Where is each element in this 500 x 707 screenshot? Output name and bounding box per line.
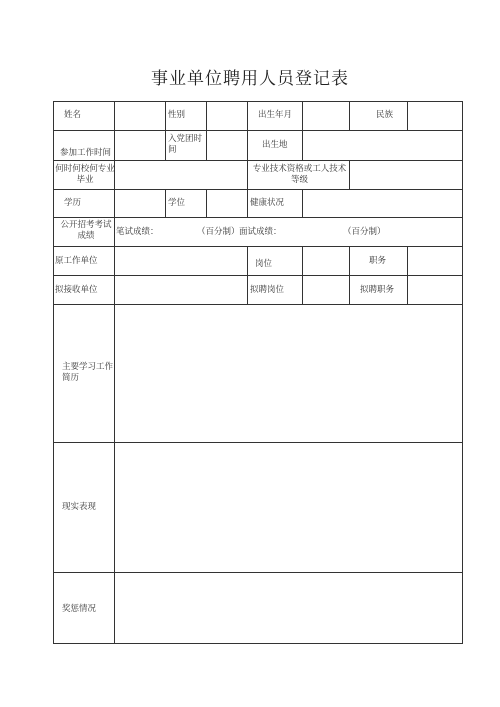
r7-col-b bbox=[302, 275, 303, 304]
r6-col-d bbox=[407, 246, 408, 275]
label-resume: 主要学习工作简历 bbox=[62, 362, 114, 383]
r7-col-c bbox=[349, 275, 350, 304]
label-performance: 现实表现 bbox=[62, 502, 97, 512]
r7-col-d bbox=[407, 275, 408, 304]
label-rewards: 奖惩情况 bbox=[62, 604, 97, 614]
label-plan-post: 拟聘岗位 bbox=[250, 285, 285, 295]
r4-col-c bbox=[247, 189, 248, 217]
r6-col-b bbox=[302, 246, 303, 275]
r1-col-c bbox=[247, 101, 248, 130]
label-tech-title: 专业技术资格或工人技术等级 bbox=[252, 164, 347, 185]
r1-col-b bbox=[206, 101, 207, 130]
r6-col-c bbox=[349, 246, 350, 275]
label-birthplace: 出生地 bbox=[262, 140, 288, 150]
label-percent-1: （百分制） bbox=[197, 227, 240, 237]
label-health: 健康状况 bbox=[250, 198, 285, 208]
r4-col-b bbox=[206, 189, 207, 217]
label-birth: 出生年月 bbox=[258, 110, 293, 120]
label-party-date: 入党团时间 bbox=[168, 134, 203, 155]
label-degree: 学位 bbox=[168, 198, 186, 208]
r4-col-a bbox=[165, 189, 166, 217]
r2-col-b bbox=[206, 130, 207, 160]
r1-col-d bbox=[302, 101, 303, 130]
table-border-bottom bbox=[53, 643, 463, 644]
r2-col-d bbox=[302, 130, 303, 160]
r2-col-a bbox=[165, 130, 166, 160]
label-grad-school: 何时何校何专业毕业 bbox=[55, 164, 115, 185]
table-border-right bbox=[462, 101, 463, 644]
label-ethnic: 民族 bbox=[376, 110, 394, 120]
label-exam: 公开招考考试成绩 bbox=[60, 220, 112, 241]
label-interview: 面试成绩： bbox=[239, 227, 282, 237]
r6-col-a bbox=[247, 246, 248, 275]
r1-col-a bbox=[165, 101, 166, 130]
label-written: 笔试成绩： bbox=[116, 227, 159, 237]
table-border-left bbox=[53, 101, 54, 644]
label-orig-unit: 原工作单位 bbox=[55, 256, 98, 266]
label-recv-unit: 拟接收单位 bbox=[55, 285, 98, 295]
label-education: 学历 bbox=[64, 198, 82, 208]
label-post: 岗位 bbox=[255, 259, 273, 269]
r1-col-f bbox=[407, 101, 408, 130]
form-title: 事业单位聘用人员登记表 bbox=[151, 69, 349, 89]
label-gender: 性别 bbox=[168, 110, 186, 120]
r1-col-e bbox=[349, 101, 350, 130]
r3-col-a bbox=[247, 160, 248, 189]
label-duty: 职务 bbox=[369, 256, 387, 266]
label-name: 姓名 bbox=[64, 110, 82, 120]
r4-col-d bbox=[302, 189, 303, 217]
r2-col-c bbox=[247, 130, 248, 160]
r3-col-b bbox=[349, 160, 350, 189]
label-plan-duty: 拟聘职务 bbox=[360, 285, 395, 295]
r7-col-a bbox=[247, 275, 248, 304]
label-work-start: 参加工作时间 bbox=[60, 148, 112, 158]
label-percent-2: （百分制） bbox=[343, 227, 386, 237]
